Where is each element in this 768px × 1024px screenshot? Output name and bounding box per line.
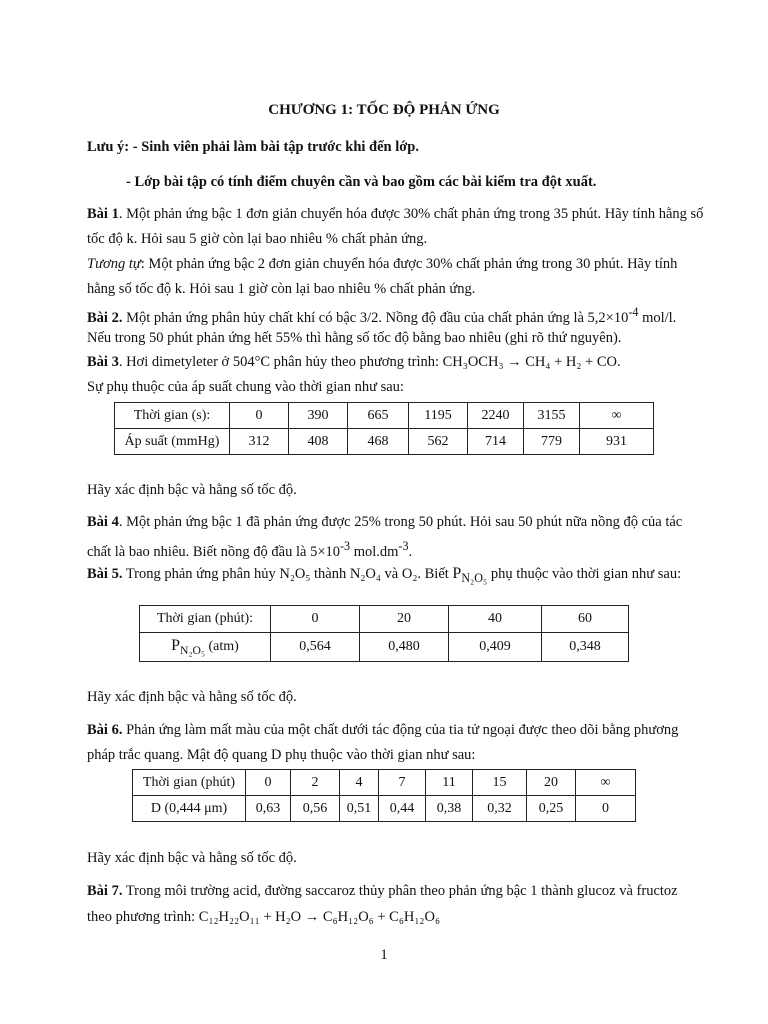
table-cell: 779 <box>524 429 580 455</box>
table-cell: 2240 <box>468 403 524 429</box>
table-row <box>133 770 636 796</box>
table-cell: 2 <box>291 770 340 796</box>
table-cell: 0 <box>271 606 360 633</box>
bai6-line-1 <box>87 722 678 739</box>
table-cell: 4 <box>340 770 379 796</box>
table-cell: 0,38 <box>426 796 473 822</box>
table-row <box>140 633 629 662</box>
table-cell: 0 <box>230 403 289 429</box>
bai2-line-1 <box>87 305 676 327</box>
note-line-1 <box>87 139 419 156</box>
table-cell: 0,51 <box>340 796 379 822</box>
note-text-1: - Sinh viên phải làm bài tập trước khi đến lớp. <box>129 139 419 155</box>
table-p-subscript: N₂O₅ <box>180 643 206 657</box>
bai6-text-1: Phản ứng làm mất màu của một chất dưới tác động của tia tử ngoại được theo dõi bằng phương <box>122 722 679 738</box>
table-cell: 562 <box>409 429 468 455</box>
bai2-exponent: -4 <box>628 305 639 319</box>
bai3-line-2: Sự phụ thuộc của áp suất chung vào thời gian như sau: <box>87 379 404 395</box>
table-cell: ∞ <box>580 403 654 429</box>
table-p-unit: (atm) <box>205 639 239 655</box>
table-row <box>133 796 636 822</box>
table-cell: 7 <box>379 770 426 796</box>
bai7-line-1 <box>87 883 678 900</box>
bai4-line-1 <box>87 514 682 531</box>
table-cell: 390 <box>289 403 348 429</box>
bai6-line-2: pháp trắc quang. Mật độ quang D phụ thuộc vào thời gian như sau: <box>87 747 476 763</box>
chapter-title: CHƯƠNG 1: TỐC ĐỘ PHẢN ỨNG <box>268 102 500 118</box>
table-cell: 60 <box>542 606 629 633</box>
table-header-cell: Thời gian (s): <box>115 403 230 429</box>
bai2-text-1b: mol/l. <box>638 309 677 326</box>
bai4-line-2 <box>87 539 412 561</box>
page-number: 1 <box>380 947 388 963</box>
bai5-line-1 <box>87 565 681 586</box>
table-cell: 11 <box>426 770 473 796</box>
table-header-cell: Thời gian (phút): <box>140 606 271 633</box>
table-cell: 468 <box>348 429 409 455</box>
bai7-label: Bài 7. <box>87 883 123 899</box>
note-line-2: - Lớp bài tập có tính điểm chuyên cần và bao gồm các bài kiểm tra đột xuất. <box>126 174 597 190</box>
tuong-tu-label: Tương tự <box>87 256 141 272</box>
table-cell: 0 <box>576 796 636 822</box>
table-header-cell <box>140 633 271 662</box>
table-row <box>140 606 629 633</box>
table-cell: 15 <box>473 770 527 796</box>
bai4-label: Bài 4 <box>87 514 119 530</box>
bai7-line-2: theo phương trình: C₁₂H₂₂O₁₁ + H₂O → C₆H₁₂O₆ + C₆H₁₂O₆ <box>87 909 440 925</box>
table-cell: 3155 <box>524 403 580 429</box>
table-cell: 714 <box>468 429 524 455</box>
table-header-cell: Thời gian (phút) <box>133 770 246 796</box>
bai6-label: Bài 6. <box>87 722 123 738</box>
bai2-line-2: Nếu trong 50 phút phản ứng hết 55% thì hằng số tốc độ bằng bao nhiêu (ghi rõ thứ nguyên). <box>87 330 622 346</box>
table-cell: 665 <box>348 403 409 429</box>
table-row <box>115 429 654 455</box>
bai1-tuong-tu-line-2: hằng số tốc độ k. Hỏi sau 1 giờ còn lại bao nhiêu % chất phản ứng. <box>87 281 476 297</box>
table-cell: 0,32 <box>473 796 527 822</box>
bai3-line-1 <box>87 354 621 371</box>
table-cell: 0,409 <box>449 633 542 662</box>
bai3-table <box>114 402 654 455</box>
table-cell: 0,56 <box>291 796 340 822</box>
bai4-exponent-1: -3 <box>340 539 351 553</box>
bai1-line-2: tốc độ k. Hỏi sau 5 giờ còn lại bao nhiêu % chất phản ứng. <box>87 231 428 247</box>
table-cell: 0,564 <box>271 633 360 662</box>
table-p-symbol: P <box>171 637 181 655</box>
table-cell: 0,25 <box>527 796 576 822</box>
bai3-question: Hãy xác định bậc và hằng số tốc độ. <box>87 482 297 498</box>
bai4-text-2a: chất là bao nhiêu. Biết nồng độ đầu là 5×10 <box>87 543 341 560</box>
bai4-exponent-2: -3 <box>398 539 409 553</box>
table-cell: 931 <box>580 429 654 455</box>
table-cell: 0,63 <box>246 796 291 822</box>
bai7-text-1: Trong môi trường acid, đường saccaroz thủy phân theo phản ứng bậc 1 thành glucoz và fructoz <box>122 883 678 899</box>
table-header-cell: D (0,444 μm) <box>133 796 246 822</box>
bai1-tuong-tu-line-1 <box>87 256 677 273</box>
bai1-text-1: . Một phản ứng bậc 1 đơn giản chuyển hóa được 30% chất phản ứng trong 35 phút. Hãy tính hằng số <box>118 206 704 222</box>
table-cell: 1195 <box>409 403 468 429</box>
bai3-label: Bài 3 <box>87 354 119 370</box>
bai5-text-1b: phụ thuộc vào thời gian như sau: <box>487 566 682 582</box>
table-cell: 0,44 <box>379 796 426 822</box>
bai2-label: Bài 2. <box>87 309 123 326</box>
bai3-text-1: . Hơi dimetyleter ở 504°C phân hủy theo phương trình: CH₃OCH₃ → CH₄ + H₂ + CO. <box>118 354 621 370</box>
bai1-line-1 <box>87 206 703 223</box>
bai4-text-1: . Một phản ứng bậc 1 đã phản ứng được 25% trong 50 phút. Hỏi sau 50 phút nữa nồng độ của tác <box>118 514 683 530</box>
table-cell: 20 <box>360 606 449 633</box>
table-header-cell: Áp suất (mmHg) <box>115 429 230 455</box>
table-cell: 408 <box>289 429 348 455</box>
bai5-question: Hãy xác định bậc và hằng số tốc độ. <box>87 689 297 705</box>
bai5-text-1a: Trong phản ứng phân hủy N₂O₅ thành N₂O₄ và O₂. Biết <box>122 566 453 582</box>
table-cell: 0,348 <box>542 633 629 662</box>
table-row <box>115 403 654 429</box>
table-cell: 0,480 <box>360 633 449 662</box>
bai5-p-subscript: N₂O₅ <box>461 570 488 585</box>
table-cell: 0 <box>246 770 291 796</box>
bai5-p-symbol: P <box>452 565 462 582</box>
tuong-tu-text-1: : Một phản ứng bậc 2 đơn giản chuyển hóa được 30% chất phản ứng trong 30 phút. Hãy tính <box>140 256 678 272</box>
table-cell: 40 <box>449 606 542 633</box>
bai4-text-2b: mol.dm <box>350 543 399 560</box>
table-cell: ∞ <box>576 770 636 796</box>
table-cell: 20 <box>527 770 576 796</box>
bai1-label: Bài 1 <box>87 206 119 222</box>
note-label: Lưu ý: <box>87 139 130 155</box>
bai4-text-2c: . <box>408 543 413 560</box>
bai5-table <box>139 605 629 662</box>
bai5-label: Bài 5. <box>87 566 123 582</box>
bai6-table <box>132 769 636 822</box>
bai6-question: Hãy xác định bậc và hằng số tốc độ. <box>87 850 297 866</box>
table-cell: 312 <box>230 429 289 455</box>
bai2-text-1a: Một phản ứng phân hủy chất khí có bậc 3/2. Nồng độ đầu của chất phản ứng là 5,2×10 <box>122 309 629 326</box>
